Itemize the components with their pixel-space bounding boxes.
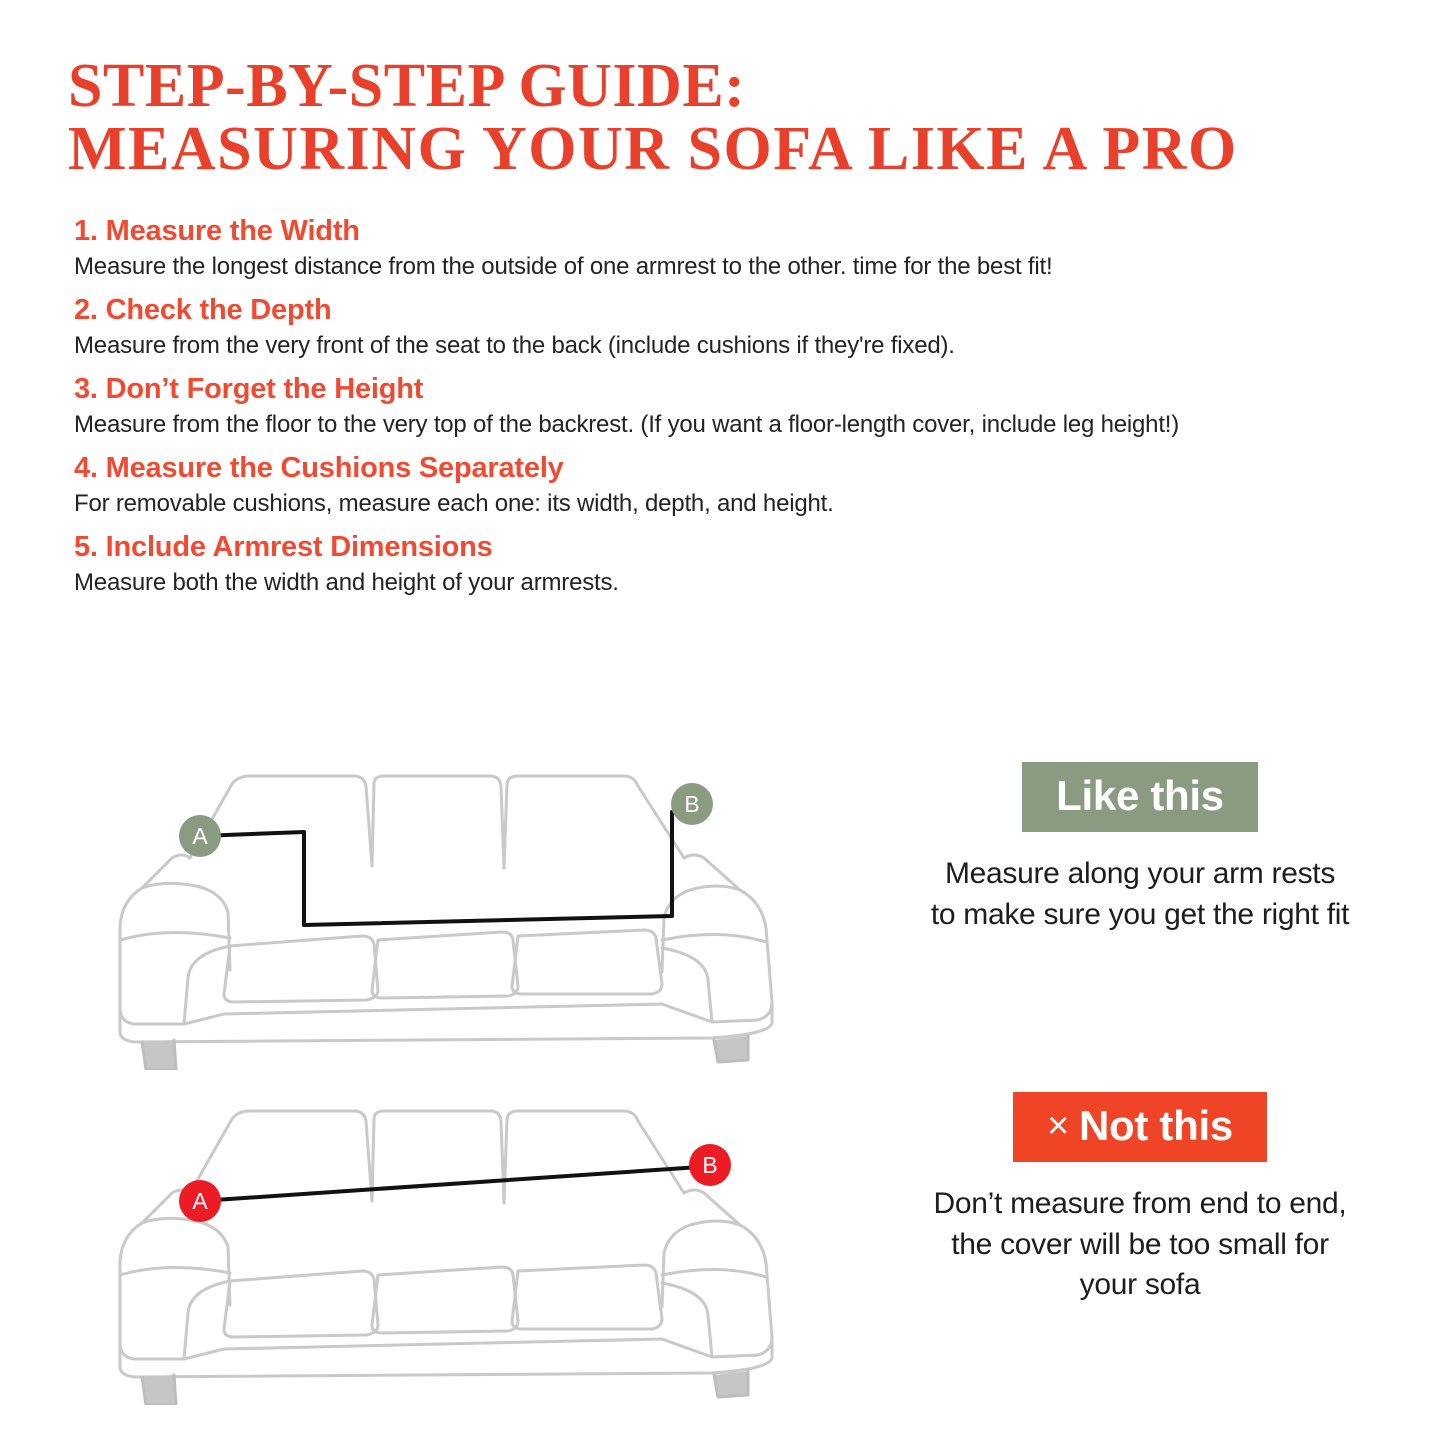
marker-b-incorrect (689, 1144, 731, 1186)
step-item (68, 373, 1385, 440)
step-item (68, 452, 1385, 519)
badge-not-this (1013, 1092, 1267, 1162)
step-heading: 4. Measure the Cushions Separately (74, 452, 564, 485)
step-item (68, 294, 1385, 361)
page-title-line1: STEP-BY-STEP GUIDE: (68, 52, 746, 120)
page-title (68, 52, 1385, 184)
marker-a-label: A (192, 823, 208, 849)
badge-like-this (1022, 762, 1258, 832)
step-heading: 1. Measure the Width (74, 215, 360, 248)
marker-b-label: B (702, 1152, 718, 1178)
step-body: Measure from the floor to the very top of the backrest. (If you want a floor-length cover, include leg height!) (74, 411, 1180, 439)
marker-b-correct (671, 783, 713, 825)
cross-icon: × (1047, 1105, 1069, 1147)
step-heading: 5. Include Armrest Dimensions (74, 531, 493, 564)
callout-correct (930, 762, 1350, 935)
step-body: Measure both the width and height of your armrests. (74, 569, 619, 597)
step-body: For removable cushions, measure each one: its width, depth, and height. (74, 490, 834, 518)
callout-incorrect-text: Don’t measure from end to end, the cover will be too small for your sofa (933, 1187, 1347, 1301)
step-body: Measure the longest distance from the outside of one armrest to the other. time for the best fit! (74, 253, 1053, 281)
marker-a-label: A (192, 1188, 208, 1214)
badge-not-this-label: Not this (1078, 1102, 1233, 1149)
marker-a-correct (179, 815, 221, 857)
steps-list (68, 215, 1385, 598)
measure-line-correct (200, 812, 672, 925)
badge-like-this-label: Like this (1056, 772, 1224, 819)
step-heading: 3. Don’t Forget the Height (74, 373, 424, 406)
callout-incorrect (930, 1092, 1350, 1306)
marker-b-label: B (684, 791, 700, 817)
sofa-diagram-incorrect (72, 1075, 852, 1410)
step-item (68, 215, 1385, 282)
measure-line-incorrect (200, 1167, 700, 1201)
page-title-line2: MEASURING YOUR SOFA LIKE A PRO (68, 115, 1238, 184)
marker-a-incorrect (179, 1180, 221, 1222)
step-body: Measure from the very front of the seat to the back (include cushions if they're fixed). (74, 332, 955, 360)
step-item (68, 531, 1385, 598)
sofa-illustration-incorrect (72, 1075, 852, 1405)
sofa-illustration-correct (72, 740, 852, 1070)
sofa-diagram-correct (72, 740, 852, 1075)
callout-correct-text: Measure along your arm rests to make sure you get the right fit (930, 857, 1350, 931)
step-heading: 2. Check the Depth (74, 294, 332, 327)
illustration-panels (0, 730, 1445, 1445)
